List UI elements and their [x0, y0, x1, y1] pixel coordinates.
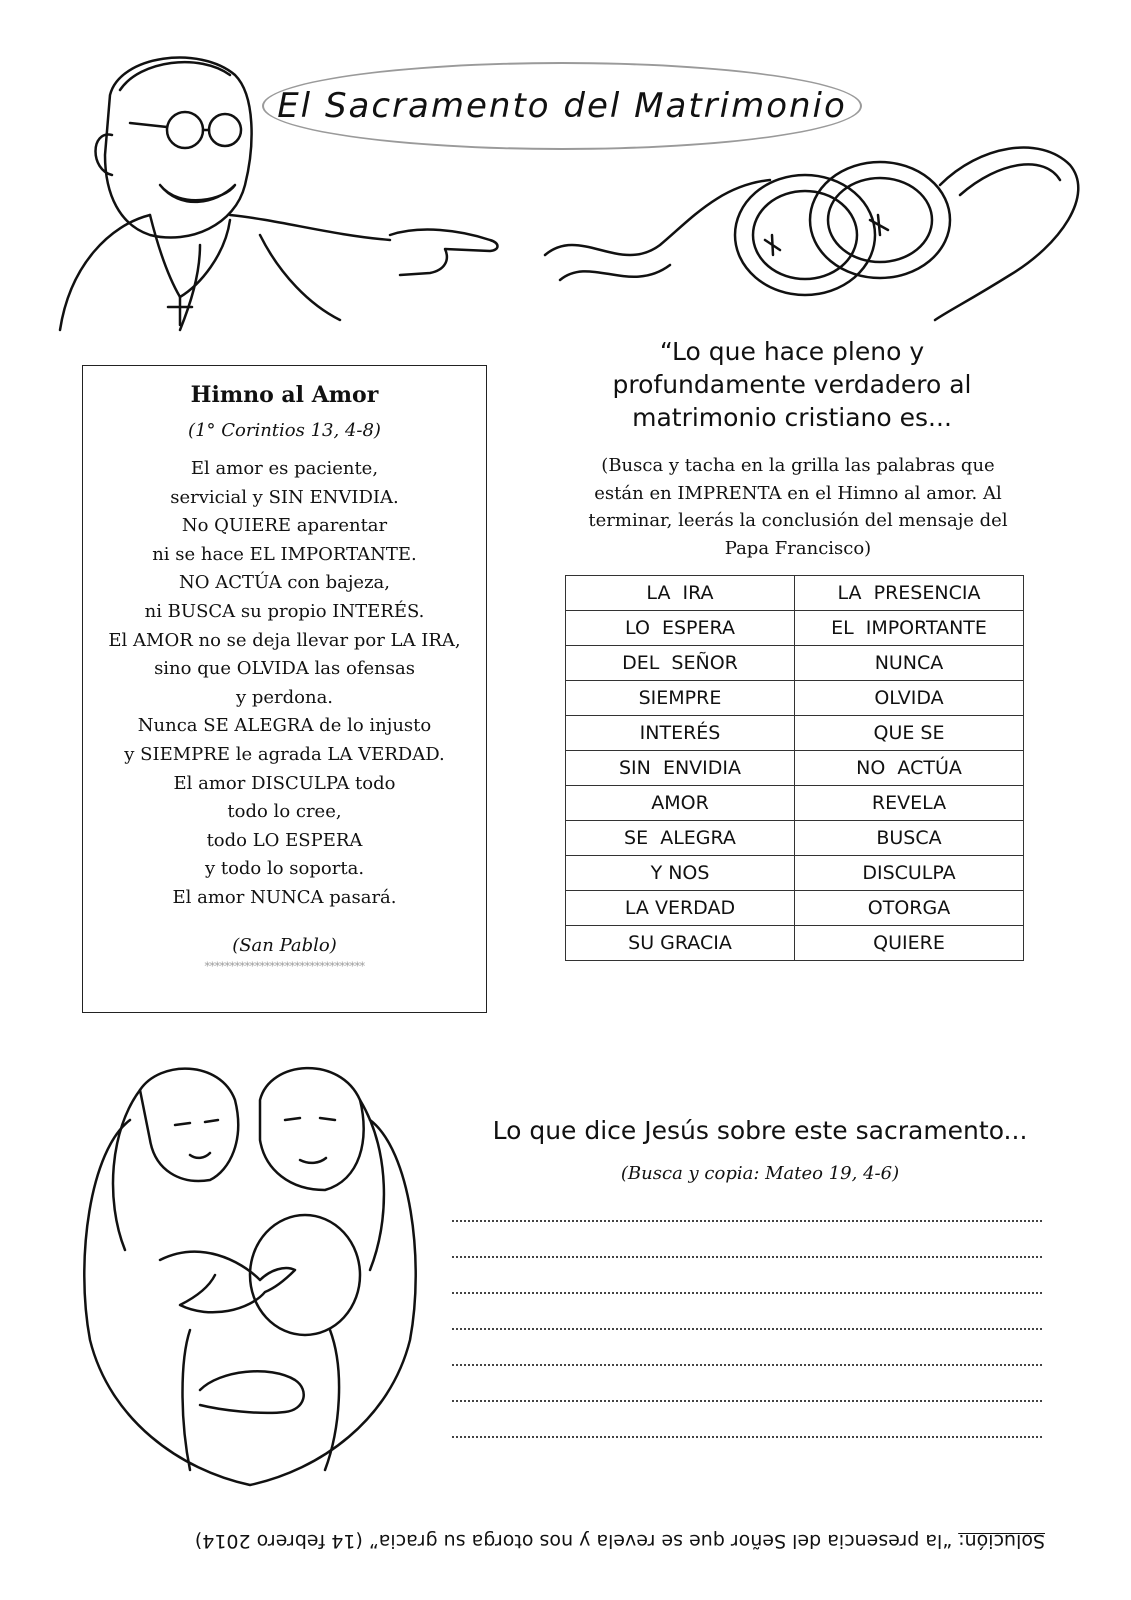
solution-body: “la presencia del Señor que se revela y nos otorga su gracia” (14 febrero 2014)	[194, 1530, 959, 1552]
answer-line[interactable]	[452, 1400, 1042, 1402]
answer-line[interactable]	[452, 1436, 1042, 1438]
grid-row	[566, 646, 1024, 681]
hymn-line: todo LO ESPERA	[206, 829, 363, 851]
hymn-line: servicial y SIN ENVIDIA.	[170, 486, 399, 508]
quote-line: profundamente verdadero al	[612, 370, 972, 399]
quote-line: matrimonio cristiano es...	[632, 403, 952, 432]
hymn-stars-divider: ********************************	[204, 959, 365, 973]
grid-instructions	[568, 452, 1028, 562]
instruction-line: terminar, leerás la conclusión del mensaje del	[588, 510, 1008, 531]
grid-cell[interactable]: AMOR	[566, 786, 795, 821]
hymn-line: todo lo cree,	[227, 801, 342, 823]
grid-cell[interactable]: LA VERDAD	[566, 891, 795, 926]
hymn-line: No QUIERE aparentar	[181, 515, 388, 537]
hymn-title: Himno al Amor	[190, 382, 379, 408]
grid-cell[interactable]: LA PRESENCIA	[795, 576, 1024, 611]
hymn-line: ni BUSCA su propio INTERÉS.	[144, 600, 425, 622]
grid-cell[interactable]: QUE SE	[795, 716, 1024, 751]
grid-row	[566, 681, 1024, 716]
grid-cell[interactable]: BUSCA	[795, 821, 1024, 856]
grid-cell[interactable]: LO ESPERA	[566, 611, 795, 646]
grid-row	[566, 576, 1024, 611]
grid-cell[interactable]: NO ACTÚA	[795, 751, 1024, 786]
hymn-text	[83, 455, 486, 913]
solution-label: Solución:	[958, 1530, 1045, 1552]
grid-cell[interactable]: Y NOS	[566, 856, 795, 891]
grid-cell[interactable]: DISCULPA	[795, 856, 1024, 891]
instruction-line: están en IMPRENTA en el Himno al amor. Al	[594, 482, 1002, 504]
grid-row	[566, 926, 1024, 961]
grid-row	[566, 716, 1024, 751]
grid-cell[interactable]: DEL SEÑOR	[566, 646, 795, 681]
grid-row	[566, 856, 1024, 891]
grid-cell[interactable]: SU GRACIA	[566, 926, 795, 961]
grid-cell[interactable]: NUNCA	[795, 646, 1024, 681]
instruction-line: (Busca y tacha en la grilla las palabras que	[601, 455, 995, 476]
grid-cell[interactable]: REVELA	[795, 786, 1024, 821]
answer-line[interactable]	[452, 1256, 1042, 1258]
hymn-line: y SIEMPRE le agrada LA VERDAD.	[124, 743, 445, 765]
hymn-line: sino que OLVIDA las ofensas	[154, 658, 415, 680]
solution-text	[145, 1530, 1045, 1552]
hymn-reference: (1° Corintios 13, 4-8)	[188, 420, 381, 441]
grid-row	[566, 611, 1024, 646]
grid-cell[interactable]: QUIERE	[795, 926, 1024, 961]
hymn-line: y todo lo soporta.	[204, 858, 365, 880]
jesus-section-instruction: (Busca y copia: Mateo 19, 4-6)	[620, 1163, 900, 1184]
hymn-line: El amor DISCULPA todo	[173, 772, 396, 794]
page-title: El Sacramento del Matrimonio	[277, 86, 847, 126]
hymn-line: El amor NUNCA pasará.	[172, 886, 397, 908]
answer-line[interactable]	[452, 1364, 1042, 1366]
grid-cell[interactable]: OLVIDA	[795, 681, 1024, 716]
hymn-line: Nunca SE ALEGRA de lo injusto	[137, 715, 432, 737]
answer-line[interactable]	[452, 1328, 1042, 1330]
grid-cell[interactable]: EL IMPORTANTE	[795, 611, 1024, 646]
grid-row	[566, 751, 1024, 786]
wedding-rings-illustration	[540, 125, 1100, 325]
grid-row	[566, 786, 1024, 821]
quote-line: “Lo que hace pleno y	[659, 337, 925, 366]
grid-cell[interactable]: OTORGA	[795, 891, 1024, 926]
grid-cell[interactable]: INTERÉS	[566, 716, 795, 751]
hymn-box	[82, 365, 487, 1013]
answer-line[interactable]	[452, 1220, 1042, 1222]
instruction-line: Papa Francisco)	[724, 537, 872, 559]
hymn-line: El amor es paciente,	[190, 458, 379, 479]
grid-cell[interactable]: SIEMPRE	[566, 681, 795, 716]
hymn-line: ni se hace EL IMPORTANTE.	[152, 543, 417, 565]
grid-row	[566, 891, 1024, 926]
answer-line[interactable]	[452, 1292, 1042, 1294]
word-grid	[565, 575, 1024, 961]
jesus-section-title: Lo que dice Jesús sobre este sacramento...	[492, 1116, 1028, 1145]
hymn-line: NO ACTÚA con bajeza,	[179, 572, 390, 594]
couple-with-dove-illustration	[70, 1060, 430, 1490]
grid-cell[interactable]: SE ALEGRA	[566, 821, 795, 856]
pope-quote	[582, 335, 1002, 434]
hymn-line: El AMOR no se deja llevar por LA IRA,	[108, 629, 461, 651]
hymn-author: (San Pablo)	[232, 934, 337, 956]
hymn-line: y perdona.	[235, 686, 334, 708]
grid-cell[interactable]: LA IRA	[566, 576, 795, 611]
grid-cell[interactable]: SIN ENVIDIA	[566, 751, 795, 786]
grid-row	[566, 821, 1024, 856]
